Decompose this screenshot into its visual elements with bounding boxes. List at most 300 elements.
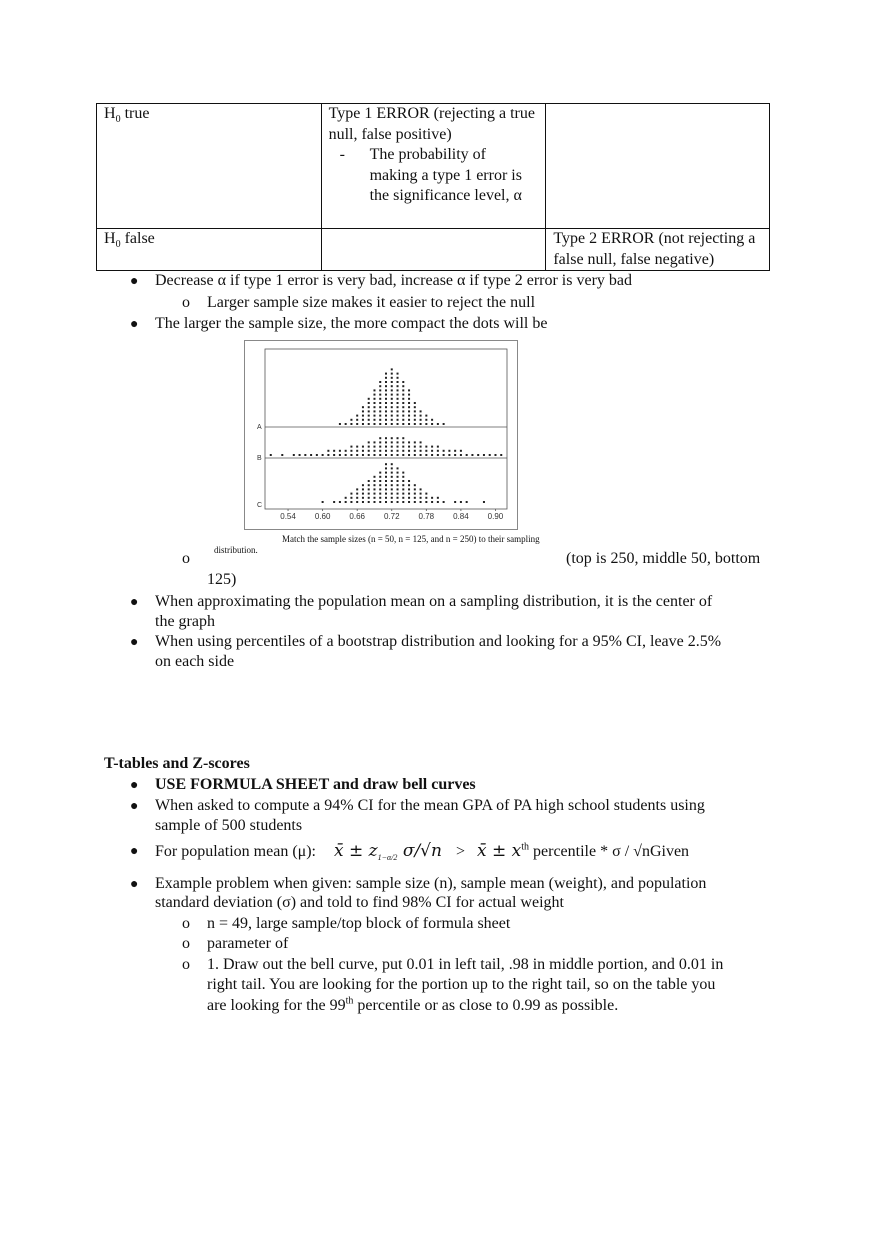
dot-point [385,480,387,482]
dot-point [402,472,404,474]
dot-point [385,450,387,452]
dot-point [408,501,410,503]
dot-point [437,497,439,499]
bullet-icon: ● [130,595,139,610]
dot-point [379,419,381,421]
dot-point [414,454,416,456]
dot-point [362,488,364,490]
dot-point [391,467,393,469]
dot-point [385,441,387,443]
dot-point [391,398,393,400]
dot-point [391,373,393,375]
dot-point [391,480,393,482]
dot-point [339,423,341,425]
row-label-subscript: 0 [115,114,121,126]
dot-point [379,493,381,495]
dot-point [408,402,410,404]
figure-note-continued: 125) [207,571,237,588]
dot-point [339,501,341,503]
dot-point [431,450,433,452]
bullet-text: Decrease α if type 1 error is very bad, increase α if type 2 error is very bad [155,272,633,289]
table-cell-empty [321,229,546,271]
dot-point [368,446,370,448]
dot-point [391,402,393,404]
dot-point [391,441,393,443]
dot-point [379,488,381,490]
dot-point [397,377,399,379]
dot-point [460,454,462,456]
dot-point [368,398,370,400]
dot-point [356,501,358,503]
dot-point [316,454,318,456]
bullet-text-continued: on each side [155,653,235,670]
dot-point [397,437,399,439]
dot-point [368,406,370,408]
sub-bullet-icon: o [182,294,190,311]
dot-point [373,410,375,412]
dot-point [304,454,306,456]
dot-point [397,480,399,482]
dot-point [327,454,329,456]
dot-point [466,454,468,456]
dot-point [362,454,364,456]
dot-point [362,497,364,499]
dotplot-figure [244,340,518,530]
dot-point [402,480,404,482]
dot-point [373,454,375,456]
figure-caption-continued: distribution. [214,545,258,555]
dot-point [437,446,439,448]
dot-point [425,493,427,495]
dot-point [431,497,433,499]
dot-point [385,497,387,499]
dot-point [402,441,404,443]
dot-point [391,463,393,465]
dot-point [385,381,387,383]
dot-point [414,501,416,503]
dot-point [408,406,410,408]
formula-percentile-rest: percentile * σ / √nGiven [529,843,690,860]
dot-point [391,377,393,379]
dot-point [402,419,404,421]
dot-point [471,454,473,456]
dot-point [379,381,381,383]
dot-point [362,501,364,503]
dot-point [356,488,358,490]
dot-point [350,501,352,503]
dot-point [448,454,450,456]
dot-point [362,493,364,495]
dash-marker: - [339,146,345,163]
dot-point [379,437,381,439]
dot-point [391,381,393,383]
table-cell-h0-true [97,104,322,229]
dot-point [362,484,364,486]
dot-point [397,446,399,448]
dot-point [322,501,324,503]
dot-point [402,484,404,486]
dot-point [368,493,370,495]
dot-point [385,389,387,391]
dot-point [391,488,393,490]
dot-point [333,450,335,452]
dot-point [391,437,393,439]
figure-caption: Match the sample sizes (n = 50, n = 125, and n = 250) to their sampling [282,534,540,544]
dot-point [443,450,445,452]
dot-point [356,423,358,425]
bullet-text: When approximating the population mean on a sampling distribution, it is the center of [155,593,713,610]
dot-point [408,410,410,412]
dot-point [385,463,387,465]
dot-point [385,394,387,396]
dot-point [425,501,427,503]
dot-point [425,423,427,425]
dot-point [408,389,410,391]
dot-point [391,493,393,495]
dot-point [408,441,410,443]
dot-point [483,454,485,456]
dot-point [391,423,393,425]
dot-point [397,394,399,396]
dot-point [420,415,422,417]
formula-greater-than: > [455,843,465,860]
dot-point [431,454,433,456]
table-cell-h0-false [97,229,322,271]
dot-point [397,493,399,495]
dot-point [339,450,341,452]
dot-point [397,415,399,417]
dot-point [391,484,393,486]
bullet-icon: ● [130,274,139,289]
dot-point [397,454,399,456]
dot-point [368,488,370,490]
bullet-icon: ● [130,778,139,793]
dot-point [356,415,358,417]
dot-point [379,385,381,387]
dot-point [414,484,416,486]
dot-point [402,398,404,400]
row-label: H [104,105,116,122]
dot-point [356,497,358,499]
error-type-table [96,103,770,271]
type1-subbullet [329,145,540,207]
dot-point [414,450,416,452]
dot-point [437,423,439,425]
dot-point [397,402,399,404]
dot-point [345,450,347,452]
dot-point [397,467,399,469]
dot-point [345,423,347,425]
formula-prefix: For population mean (μ): [155,843,316,860]
type1-title: Type 1 ERROR (rejecting a true null, false positive) [328,105,535,143]
bullet-icon: ● [130,635,139,650]
dot-point [379,406,381,408]
dot-point [373,441,375,443]
dot-point [437,450,439,452]
dot-point [420,419,422,421]
table-cell-type1 [321,104,546,229]
dot-point [373,450,375,452]
dot-point [414,446,416,448]
row-label-rest: false [120,230,155,247]
dot-point [443,454,445,456]
dot-point [397,410,399,412]
dot-point [362,446,364,448]
formula-z-subscript: 1−α/2 [377,853,398,863]
dot-point [281,454,283,456]
dot-point [379,402,381,404]
dot-point [379,394,381,396]
dot-point [397,381,399,383]
x-tick-label: 0.72 [383,512,400,521]
dot-point [293,454,295,456]
dot-point [373,488,375,490]
dot-point [373,497,375,499]
dot-point [408,446,410,448]
x-tick-label: 0.84 [453,512,469,521]
dot-point [448,450,450,452]
dot-point [408,497,410,499]
dot-point [379,476,381,478]
dot-point [437,454,439,456]
table-cell-type2: Type 2 ERROR (not rejecting a false null, false negative) [546,229,770,271]
dot-point [385,476,387,478]
bullet-icon: ● [130,877,139,892]
dot-point [368,423,370,425]
dot-point [368,419,370,421]
dot-point [414,423,416,425]
dot-point [454,501,456,503]
bullet-icon: ● [130,799,139,814]
dot-point [402,402,404,404]
dot-point [402,476,404,478]
formula-ci-percentile: x̄ ± x [477,841,522,861]
dot-point [356,419,358,421]
dot-point [408,454,410,456]
dot-point [391,394,393,396]
dot-point [333,454,335,456]
dot-point [408,394,410,396]
dot-point [391,389,393,391]
dot-point [350,454,352,456]
dot-point [379,497,381,499]
dot-point [362,415,364,417]
dot-point [408,415,410,417]
dot-point [425,415,427,417]
dot-point [385,377,387,379]
dot-point [350,493,352,495]
dot-point [385,419,387,421]
dot-point [368,441,370,443]
dot-point [333,501,335,503]
dot-point [379,415,381,417]
dot-point [368,497,370,499]
x-tick-label: 0.66 [349,512,365,521]
dot-point [350,419,352,421]
dot-point [425,450,427,452]
dot-point [408,488,410,490]
dot-point [362,410,364,412]
dot-point [373,419,375,421]
dot-point [402,423,404,425]
dot-point [385,406,387,408]
bullet-text: The larger the sample size, the more compact the dots will be [155,315,548,332]
dot-point [402,437,404,439]
dot-point [350,497,352,499]
sub-bullet-icon: o [182,550,190,567]
dot-point [373,493,375,495]
dot-point [385,501,387,503]
dot-point [397,497,399,499]
dot-point [466,501,468,503]
sub-bullet-icon: o [182,935,190,952]
dot-point [402,410,404,412]
dot-point [373,398,375,400]
dot-point [299,454,301,456]
dot-point [420,454,422,456]
dot-point [391,406,393,408]
dot-point [397,450,399,452]
dot-point [391,446,393,448]
dot-point [385,410,387,412]
dot-point [350,423,352,425]
dot-point [385,402,387,404]
dot-point [368,410,370,412]
bullet-text: Example problem when given: sample size (n), sample mean (weight), and population [155,875,707,892]
dot-point [345,501,347,503]
dot-point [379,480,381,482]
dot-point [368,450,370,452]
dot-point [368,402,370,404]
dot-point [310,454,312,456]
dot-point [489,454,491,456]
dot-point [385,467,387,469]
band-label: C [257,502,263,509]
dot-point [402,501,404,503]
dot-point [431,501,433,503]
dot-point [373,389,375,391]
dot-point [397,484,399,486]
dot-point [494,454,496,456]
sub-bullet-icon: o [182,915,190,932]
sub-bullet-icon: o [182,956,190,973]
sub-bullet-text: n = 49, large sample/top block of formula sheet [207,915,511,932]
dot-point [385,415,387,417]
dot-point [391,450,393,452]
dot-point [385,373,387,375]
dot-point [362,419,364,421]
dot-point [397,389,399,391]
dot-point [379,454,381,456]
x-tick-label: 0.60 [314,512,331,521]
x-tick-label: 0.90 [487,512,504,521]
dot-point [414,493,416,495]
dot-point [402,450,404,452]
dot-point [443,423,445,425]
dot-point [368,454,370,456]
dot-point [460,501,462,503]
dot-point [414,406,416,408]
dot-point [402,381,404,383]
dot-point [454,450,456,452]
dot-point [379,398,381,400]
dot-point [373,415,375,417]
dot-point [397,373,399,375]
row-label-rest: true [120,105,150,122]
dot-point [391,385,393,387]
dot-point [431,446,433,448]
dot-point [350,450,352,452]
section-heading: T-tables and Z-scores [104,755,250,772]
dot-point [454,454,456,456]
dot-point [385,493,387,495]
sub-bullet-text-continued [207,996,618,1017]
dot-point [379,389,381,391]
dot-point [397,419,399,421]
dot-point [425,419,427,421]
dot-point [425,454,427,456]
dot-point [483,501,485,503]
dot-point [379,501,381,503]
dot-point [420,410,422,412]
dot-point [414,441,416,443]
dot-point [402,394,404,396]
dot-point [385,454,387,456]
dot-point [402,493,404,495]
table-row [97,229,770,271]
dot-point [362,406,364,408]
formula-sigma-root-n: σ/√n [397,841,442,861]
dot-point [397,501,399,503]
dot-point [391,410,393,412]
th-superscript: th [345,995,354,1007]
dot-point [431,419,433,421]
sub-bullet-text-part: percentile or as close to 0.99 as possible. [353,997,619,1014]
dot-point [385,484,387,486]
dot-point [350,446,352,448]
sub-bullet-text: parameter of [207,935,289,952]
dot-point [322,454,324,456]
dot-point [408,398,410,400]
dot-point [327,450,329,452]
dot-point [402,488,404,490]
x-tick-label: 0.78 [418,512,435,521]
dot-point [379,423,381,425]
dot-point [373,394,375,396]
dot-point [397,385,399,387]
dot-point [500,454,502,456]
dot-point [408,480,410,482]
dot-point [356,450,358,452]
sub-bullet-text-continued: right tail. You are looking for the portion up to the right tail, so on the table you [207,976,716,993]
dot-point [368,484,370,486]
dot-point [402,389,404,391]
dot-point [425,497,427,499]
band-label: B [257,455,262,462]
table-row [97,104,770,229]
dot-point [368,480,370,482]
dot-point [414,419,416,421]
dot-point [356,446,358,448]
dot-point [408,493,410,495]
dotplot-chart [245,341,517,529]
dot-point [420,493,422,495]
dot-point [397,398,399,400]
dot-point [420,450,422,452]
dot-point [373,402,375,404]
x-tick-label: 0.54 [280,512,296,521]
dot-point [397,476,399,478]
